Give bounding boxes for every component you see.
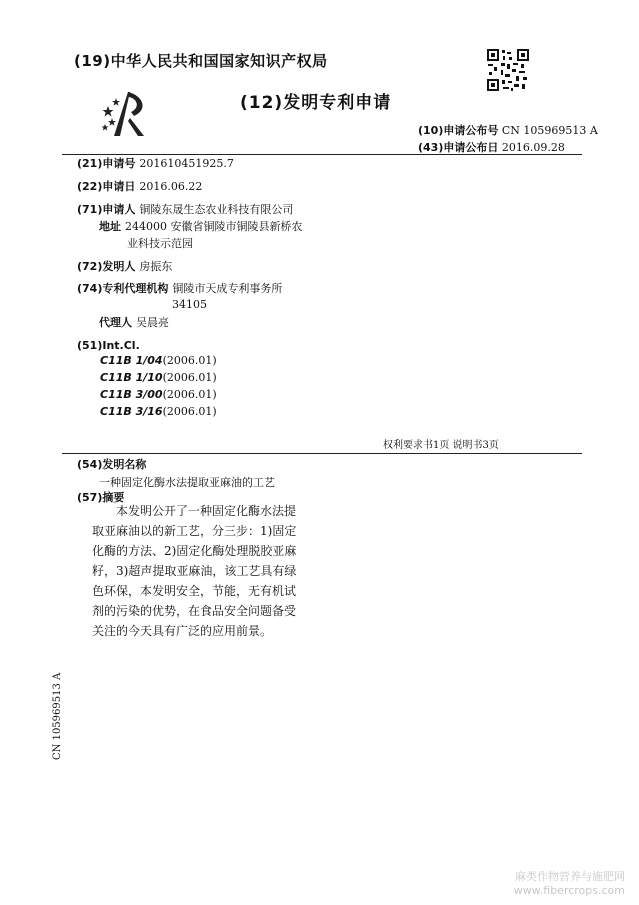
agent: 吴晨亮 [136, 316, 169, 329]
applicant: 铜陵东晟生态农业科技有限公司 [139, 203, 294, 216]
filing-date-line [77, 178, 202, 195]
inventor-label: (72)发明人 [77, 260, 136, 273]
address-line-2: 业科技示范园 [127, 237, 193, 250]
document-type: (12)发明专利申请 [240, 93, 392, 113]
abstract-text: 本发明公开了一种固定化酶水法提取亚麻油以的新工艺，分三步：1)固定化酶的方法、2)固定化酶处理脱胶亚麻籽，3)超声提取亚麻油，该工艺具有绿色环保，本发明安全，节能，无有机试剂的污染的优势，在食品安全问题备受关注的今天具有广泛的应用前景。 [92, 504, 297, 638]
applicant-label: (71)申请人 [77, 203, 136, 216]
agent-line [99, 314, 169, 331]
address-line-1: 244000 安徽省铜陵市铜陵县新桥农 [125, 220, 303, 233]
address-label: 地址 [99, 220, 121, 233]
address-line [99, 218, 303, 235]
filing-date-label: (22)申请日 [77, 180, 136, 193]
ipc-entry: C11B 3/00(2006.01) [100, 388, 217, 401]
side-publication-number: CN 105969513 A [52, 672, 63, 760]
ipc-entry: C11B 3/16(2006.01) [100, 405, 217, 418]
ipc-entry: C11B 1/10(2006.01) [100, 371, 217, 384]
invention-title: 一种固定化酶水法提取亚麻油的工艺 [99, 476, 275, 489]
agency-code: 34105 [172, 298, 207, 311]
publication-number-label: (10)申请公布号 [418, 124, 499, 137]
application-number-label: (21)申请号 [77, 157, 136, 170]
agency-line [77, 280, 282, 297]
publication-date-label: (43)申请公布日 [418, 141, 499, 154]
agent-label: 代理人 [99, 316, 132, 329]
invention-title-label: (54)发明名称 [77, 458, 147, 471]
publication-date: 2016.09.28 [501, 141, 565, 154]
watermark-url: www.fibercrops.com [513, 884, 625, 897]
qr-code [486, 48, 530, 92]
agency-label: (74)专利代理机构 [77, 282, 169, 295]
filing-date: 2016.06.22 [139, 180, 203, 193]
inventor: 房振东 [139, 260, 173, 273]
biblio-divider [62, 453, 582, 454]
abstract-label: (57)摘要 [77, 491, 125, 504]
applicant-line [77, 201, 293, 218]
inventor-line [77, 258, 172, 275]
agency: 铜陵市天成专利事务所 [172, 282, 283, 295]
publication-number-line [418, 122, 598, 138]
intcl-label: (51)Int.Cl. [77, 339, 140, 352]
watermark-site-name: 麻类作物营养与施肥网 [515, 870, 625, 883]
office-name: (19)中华人民共和国国家知识产权局 [74, 52, 328, 70]
publication-number: CN 105969513 A [501, 124, 598, 137]
application-number: 201610451925.7 [139, 157, 234, 170]
application-number-line [77, 155, 234, 172]
ipc-entry: C11B 1/04(2006.01) [100, 354, 217, 367]
page-count: 权利要求书1页 说明书3页 [383, 440, 499, 451]
publication-date-line [418, 139, 565, 155]
cnipa-logo [100, 88, 156, 140]
